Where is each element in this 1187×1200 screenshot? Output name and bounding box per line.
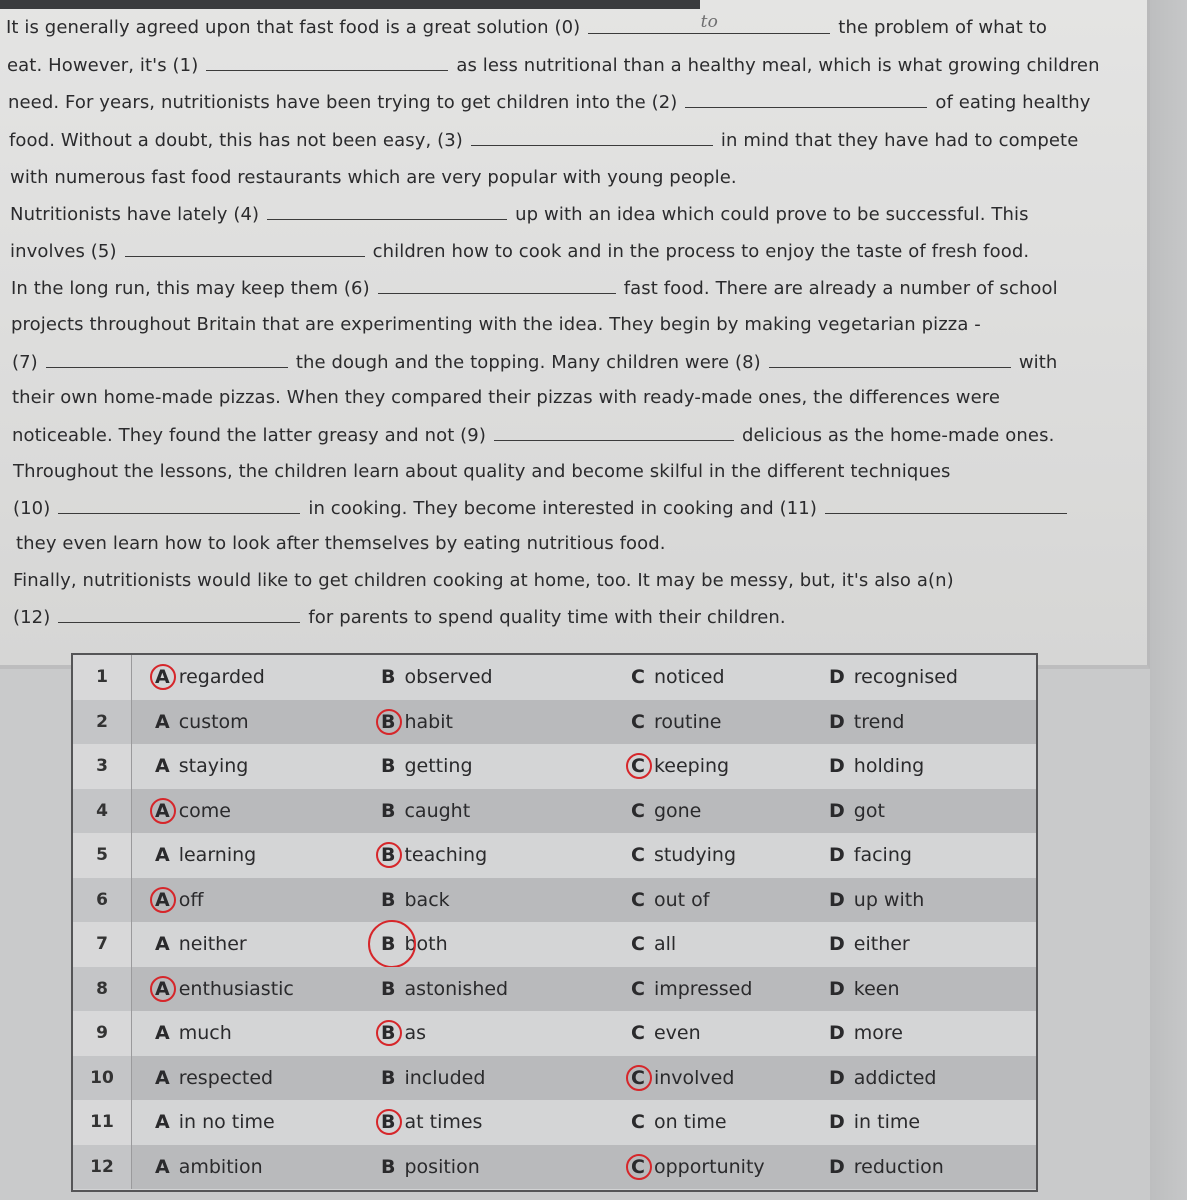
option-word: as	[404, 1022, 427, 1045]
passage-text: up with an idea which could prove to be successful. This	[515, 204, 1029, 225]
option-choice	[631, 700, 721, 745]
option-row	[73, 700, 1036, 745]
option-letter-text: B	[381, 1155, 396, 1178]
option-word: astonished	[404, 977, 509, 1000]
option-word: up with	[853, 888, 925, 911]
question-number: 9	[73, 1011, 132, 1056]
option-choice	[631, 655, 725, 700]
option-letter	[381, 666, 395, 688]
option-letter-text: D	[829, 844, 845, 867]
option-letter	[829, 844, 845, 866]
option-choice	[829, 744, 924, 789]
option-word: reduction	[853, 1155, 944, 1178]
option-letter-text: D	[829, 1066, 845, 1089]
option-choice	[381, 655, 493, 700]
passage-line	[7, 54, 1100, 77]
option-choice	[829, 1145, 944, 1190]
option-word: teaching	[404, 844, 488, 867]
option-letter	[631, 933, 645, 955]
option-choice	[829, 655, 958, 700]
passage-text: as less nutritional than a healthy meal, which is what growing children	[456, 55, 1100, 76]
passage-text: need. For years, nutritionists have been trying to get children into the (2)	[8, 92, 678, 113]
question-number: 7	[73, 922, 132, 967]
option-letter	[829, 711, 845, 733]
option-choice	[155, 700, 249, 745]
passage-line	[6, 12, 1048, 39]
answer-blank	[825, 497, 1067, 514]
option-word: ambition	[178, 1155, 263, 1178]
option-word: respected	[178, 1066, 274, 1089]
passage-text: (12)	[13, 607, 51, 628]
option-letter-text: B	[381, 1022, 396, 1045]
option-choice	[829, 1056, 936, 1101]
option-letter	[829, 1022, 845, 1044]
option-letter	[155, 978, 170, 1000]
passage-text: projects throughout Britain that are experimenting with the idea. They begin by making vegetarian pizza -	[11, 314, 981, 335]
option-letter	[381, 755, 395, 777]
option-letter	[155, 755, 170, 777]
option-letter	[381, 800, 395, 822]
option-letter	[631, 978, 645, 1000]
option-choice	[155, 922, 247, 967]
option-choice	[155, 1145, 263, 1190]
option-letter	[829, 1067, 845, 1089]
option-letter-text: A	[155, 1022, 170, 1045]
option-row	[73, 744, 1036, 789]
option-letter	[381, 889, 395, 911]
answer-blank	[769, 351, 1011, 368]
option-letter	[155, 1022, 170, 1044]
option-row	[73, 1056, 1036, 1101]
answer-blank	[58, 606, 300, 623]
passage-line	[13, 606, 786, 629]
option-word: habit	[404, 710, 453, 733]
option-word: impressed	[653, 977, 753, 1000]
option-word: getting	[404, 755, 473, 778]
answer-circle-mark	[626, 753, 652, 779]
option-letter-text: C	[631, 799, 645, 822]
option-letter-text: D	[829, 933, 845, 956]
option-choice	[829, 833, 912, 878]
passage-line	[12, 424, 1054, 447]
answer-blank	[206, 54, 448, 71]
option-letter	[381, 844, 395, 866]
option-letter	[829, 666, 845, 688]
option-letter	[631, 755, 645, 777]
option-word: gone	[653, 799, 702, 822]
adjacent-page-edge	[1150, 0, 1187, 1200]
passage-line	[10, 167, 737, 189]
option-letter	[631, 1067, 645, 1089]
option-letter	[381, 711, 395, 733]
passage-text: In the long run, this may keep them (6)	[11, 278, 370, 299]
option-letter-text: B	[381, 666, 396, 689]
answer-circle-mark	[368, 920, 416, 968]
option-word: included	[404, 1066, 486, 1089]
option-choice	[631, 1011, 701, 1056]
option-choice	[631, 789, 701, 834]
passage-text: (7)	[12, 352, 38, 373]
option-letter	[155, 889, 170, 911]
option-letter	[381, 978, 395, 1000]
answer-blank	[685, 91, 927, 108]
option-letter	[155, 666, 170, 688]
answer-circle-mark	[376, 1020, 402, 1046]
passage-text: eat. However, it's (1)	[7, 55, 199, 76]
passage-text: the problem of what to	[838, 17, 1048, 38]
passage-line	[13, 461, 951, 483]
option-letter-text: A	[155, 1155, 170, 1178]
answer-blank	[471, 129, 713, 146]
option-letter	[829, 1156, 845, 1178]
option-letter-text: A	[155, 977, 170, 1000]
option-letter-text: D	[829, 799, 845, 822]
option-choice	[381, 789, 470, 834]
option-word: in time	[853, 1111, 921, 1134]
option-letter	[155, 800, 170, 822]
option-word: keeping	[653, 755, 730, 778]
option-word: got	[853, 799, 885, 822]
passage-text: of eating healthy	[935, 92, 1091, 113]
option-choice	[631, 922, 676, 967]
passage-line	[13, 497, 1075, 520]
option-letter-text: A	[155, 799, 170, 822]
answer-blank	[494, 424, 734, 441]
option-word: neither	[178, 933, 247, 956]
passage-line	[11, 277, 1058, 300]
option-letter-text: C	[631, 844, 645, 867]
option-letter	[829, 889, 845, 911]
option-word: trend	[853, 710, 905, 733]
option-row	[73, 922, 1036, 967]
question-number: 6	[73, 878, 132, 923]
option-word: either	[853, 933, 910, 956]
option-word: learning	[178, 844, 257, 867]
option-letter-text: C	[631, 710, 645, 733]
passage-text: the dough and the topping. Many children were (8)	[295, 352, 761, 373]
option-letter-text: C	[631, 1022, 645, 1045]
option-letter-text: B	[381, 844, 396, 867]
passage-text: Nutritionists have lately (4)	[10, 204, 260, 225]
option-word: observed	[404, 666, 493, 689]
option-word: custom	[178, 710, 249, 733]
option-choice	[155, 967, 294, 1012]
option-choice	[155, 1011, 232, 1056]
option-choice	[829, 922, 910, 967]
option-choice	[381, 1145, 480, 1190]
passage-line	[12, 387, 1000, 409]
passage-line	[16, 533, 666, 555]
option-letter-text: A	[155, 1111, 170, 1134]
option-word: addicted	[853, 1066, 937, 1089]
question-number: 1	[73, 655, 132, 700]
option-choice	[829, 1011, 903, 1056]
passage-line	[13, 570, 954, 592]
passage-line	[9, 129, 1078, 152]
option-choice	[381, 833, 487, 878]
passage-text: noticeable. They found the latter greasy and not (9)	[12, 425, 486, 446]
example-answer: to	[700, 12, 718, 32]
option-letter-text: D	[829, 1111, 845, 1134]
passage-text: for parents to spend quality time with their children.	[308, 607, 786, 628]
question-number: 3	[73, 744, 132, 789]
passage-text: they even learn how to look after themselves by eating nutritious food.	[16, 533, 666, 554]
option-word: position	[404, 1155, 480, 1178]
option-choice	[631, 744, 729, 789]
option-choice	[381, 967, 508, 1012]
option-word: opportunity	[653, 1155, 765, 1178]
question-number: 10	[73, 1056, 132, 1101]
option-letter-text: A	[155, 666, 170, 689]
option-letter-text: B	[381, 755, 396, 778]
option-choice	[631, 967, 752, 1012]
passage-text: in mind that they have had to compete	[720, 130, 1079, 151]
option-row	[73, 1145, 1036, 1190]
passage-text: involves (5)	[10, 241, 117, 262]
option-word: involved	[653, 1066, 735, 1089]
option-choice	[155, 1100, 275, 1145]
option-letter	[829, 978, 845, 1000]
option-letter	[631, 800, 645, 822]
option-letter-text: D	[829, 977, 845, 1000]
option-choice	[631, 878, 709, 923]
option-word: on time	[653, 1111, 727, 1134]
option-choice	[381, 1056, 485, 1101]
answer-circle-mark	[626, 1065, 652, 1091]
option-word: in no time	[178, 1111, 275, 1134]
option-word: staying	[178, 755, 249, 778]
option-choice	[381, 1100, 482, 1145]
option-letter-text: D	[829, 666, 845, 689]
option-letter-text: D	[829, 1155, 845, 1178]
option-word: even	[653, 1022, 701, 1045]
answer-blank	[267, 203, 507, 220]
question-number: 12	[73, 1145, 132, 1190]
passage-text: with numerous fast food restaurants which are very popular with young people.	[10, 167, 737, 188]
option-row	[73, 967, 1036, 1012]
passage-text: in cooking. They become interested in cooking and (11)	[308, 498, 817, 519]
passage-text: fast food. There are already a number of school	[623, 278, 1058, 299]
option-letter-text: A	[155, 933, 170, 956]
answer-circle-mark	[376, 842, 402, 868]
question-number: 5	[73, 833, 132, 878]
option-letter	[631, 1022, 645, 1044]
passage-text: food. Without a doubt, this has not been easy, (3)	[9, 130, 463, 151]
option-letter-text: C	[631, 977, 645, 1000]
option-choice	[155, 1056, 273, 1101]
option-letter	[631, 1156, 645, 1178]
option-letter-text: A	[155, 844, 170, 867]
option-choice	[381, 1011, 426, 1056]
passage-text: delicious as the home-made ones.	[741, 425, 1055, 446]
option-letter-text: A	[155, 710, 170, 733]
option-word: keen	[853, 977, 900, 1000]
option-word: off	[178, 888, 204, 911]
answer-circle-mark	[150, 887, 176, 913]
option-letter	[155, 1111, 170, 1133]
option-letter	[381, 1022, 395, 1044]
option-letter-text: B	[381, 933, 396, 956]
option-word: recognised	[853, 666, 958, 689]
option-letter	[631, 711, 645, 733]
option-letter	[155, 933, 170, 955]
option-letter	[631, 889, 645, 911]
option-word: more	[853, 1022, 903, 1045]
option-choice	[155, 833, 256, 878]
option-letter-text: B	[381, 710, 396, 733]
option-word: studying	[653, 844, 737, 867]
answer-blank	[378, 277, 616, 294]
answer-blank	[46, 351, 288, 368]
option-letter	[155, 711, 170, 733]
question-number: 11	[73, 1100, 132, 1145]
option-choice	[631, 1100, 727, 1145]
passage-text: It is generally agreed upon that fast food is a great solution (0)	[6, 17, 581, 38]
option-choice	[381, 744, 473, 789]
passage-text: Finally, nutritionists would like to get children cooking at home, too. It may be messy, but, it's also a(n)	[13, 570, 954, 591]
option-choice	[829, 1100, 920, 1145]
option-word: back	[404, 888, 450, 911]
option-letter-text: B	[381, 977, 396, 1000]
option-choice	[381, 922, 448, 967]
option-choice	[829, 700, 904, 745]
option-word: both	[404, 933, 448, 956]
option-choice	[381, 878, 450, 923]
option-choice	[829, 878, 924, 923]
top-dark-band	[0, 0, 700, 9]
option-word: noticed	[653, 666, 725, 689]
answer-circle-mark	[376, 1109, 402, 1135]
option-row	[73, 878, 1036, 923]
option-letter	[631, 1111, 645, 1133]
passage-line	[8, 91, 1091, 114]
option-letter	[829, 755, 845, 777]
option-choice	[631, 1145, 765, 1190]
option-row	[73, 655, 1036, 700]
answer-circle-mark	[150, 664, 176, 690]
option-letter-text: C	[631, 666, 645, 689]
answer-circle-mark	[150, 798, 176, 824]
option-letter	[381, 933, 395, 955]
answer-circle-mark	[626, 1154, 652, 1180]
option-letter-text: B	[381, 799, 396, 822]
option-choice	[155, 789, 231, 834]
option-letter-text: C	[631, 755, 645, 778]
option-word: all	[653, 933, 677, 956]
option-letter-text: D	[829, 1022, 845, 1045]
option-word: come	[178, 799, 231, 822]
answer-circle-mark	[150, 976, 176, 1002]
option-letter-text: C	[631, 1111, 645, 1134]
option-letter-text: C	[631, 1066, 645, 1089]
option-choice	[631, 833, 736, 878]
option-letter-text: B	[381, 1111, 396, 1134]
question-number: 4	[73, 789, 132, 834]
passage-text: their own home-made pizzas. When they compared their pizzas with ready-made ones, the differences were	[12, 387, 1001, 408]
option-choice	[155, 744, 248, 789]
option-word: regarded	[178, 666, 265, 689]
option-letter	[155, 844, 170, 866]
option-letter	[631, 844, 645, 866]
option-letter-text: D	[829, 888, 845, 911]
answer-blank	[125, 240, 365, 257]
option-letter-text: B	[381, 888, 396, 911]
passage-line	[12, 351, 1057, 374]
option-letter-text: B	[381, 1066, 396, 1089]
option-word: enthusiastic	[178, 977, 294, 1000]
option-word: routine	[653, 710, 722, 733]
option-choice	[829, 789, 885, 834]
option-choice	[381, 700, 453, 745]
option-letter-text: A	[155, 888, 170, 911]
passage-line	[10, 240, 1029, 263]
option-letter-text: C	[631, 888, 645, 911]
answer-blank	[58, 497, 300, 514]
option-letter	[631, 666, 645, 688]
passage-line	[10, 203, 1029, 226]
option-letter-text: A	[155, 1066, 170, 1089]
option-letter	[829, 800, 845, 822]
option-letter-text: A	[155, 755, 170, 778]
answer-blank	[588, 12, 830, 34]
option-word: holding	[853, 755, 925, 778]
option-letter	[381, 1156, 395, 1178]
question-number: 2	[73, 700, 132, 745]
option-choice	[631, 1056, 734, 1101]
passage-text: Throughout the lessons, the children learn about quality and become skilful in the different techniques	[13, 461, 951, 482]
option-word: facing	[853, 844, 912, 867]
option-word: at times	[404, 1111, 483, 1134]
option-row	[73, 1011, 1036, 1056]
option-choice	[155, 878, 203, 923]
option-letter-text: D	[829, 755, 845, 778]
passage-line	[11, 314, 981, 336]
option-letter	[155, 1067, 170, 1089]
option-row	[73, 833, 1036, 878]
option-word: much	[178, 1022, 232, 1045]
option-word: caught	[404, 799, 471, 822]
option-letter	[381, 1067, 395, 1089]
option-letter	[381, 1111, 395, 1133]
option-row	[73, 789, 1036, 834]
option-letter-text: D	[829, 710, 845, 733]
question-number: 8	[73, 967, 132, 1012]
option-letter-text: C	[631, 933, 645, 956]
option-row	[73, 1100, 1036, 1145]
answer-options-table	[71, 653, 1038, 1192]
option-letter-text: C	[631, 1155, 645, 1178]
option-choice	[829, 967, 900, 1012]
passage-text: children how to cook and in the process to enjoy the taste of fresh food.	[372, 241, 1030, 262]
option-word: out of	[653, 888, 710, 911]
option-letter	[829, 933, 845, 955]
answer-circle-mark	[376, 709, 402, 735]
passage-text: (10)	[13, 498, 51, 519]
option-letter	[155, 1156, 170, 1178]
option-letter	[829, 1111, 845, 1133]
passage-text: with	[1018, 352, 1058, 373]
option-choice	[155, 655, 265, 700]
